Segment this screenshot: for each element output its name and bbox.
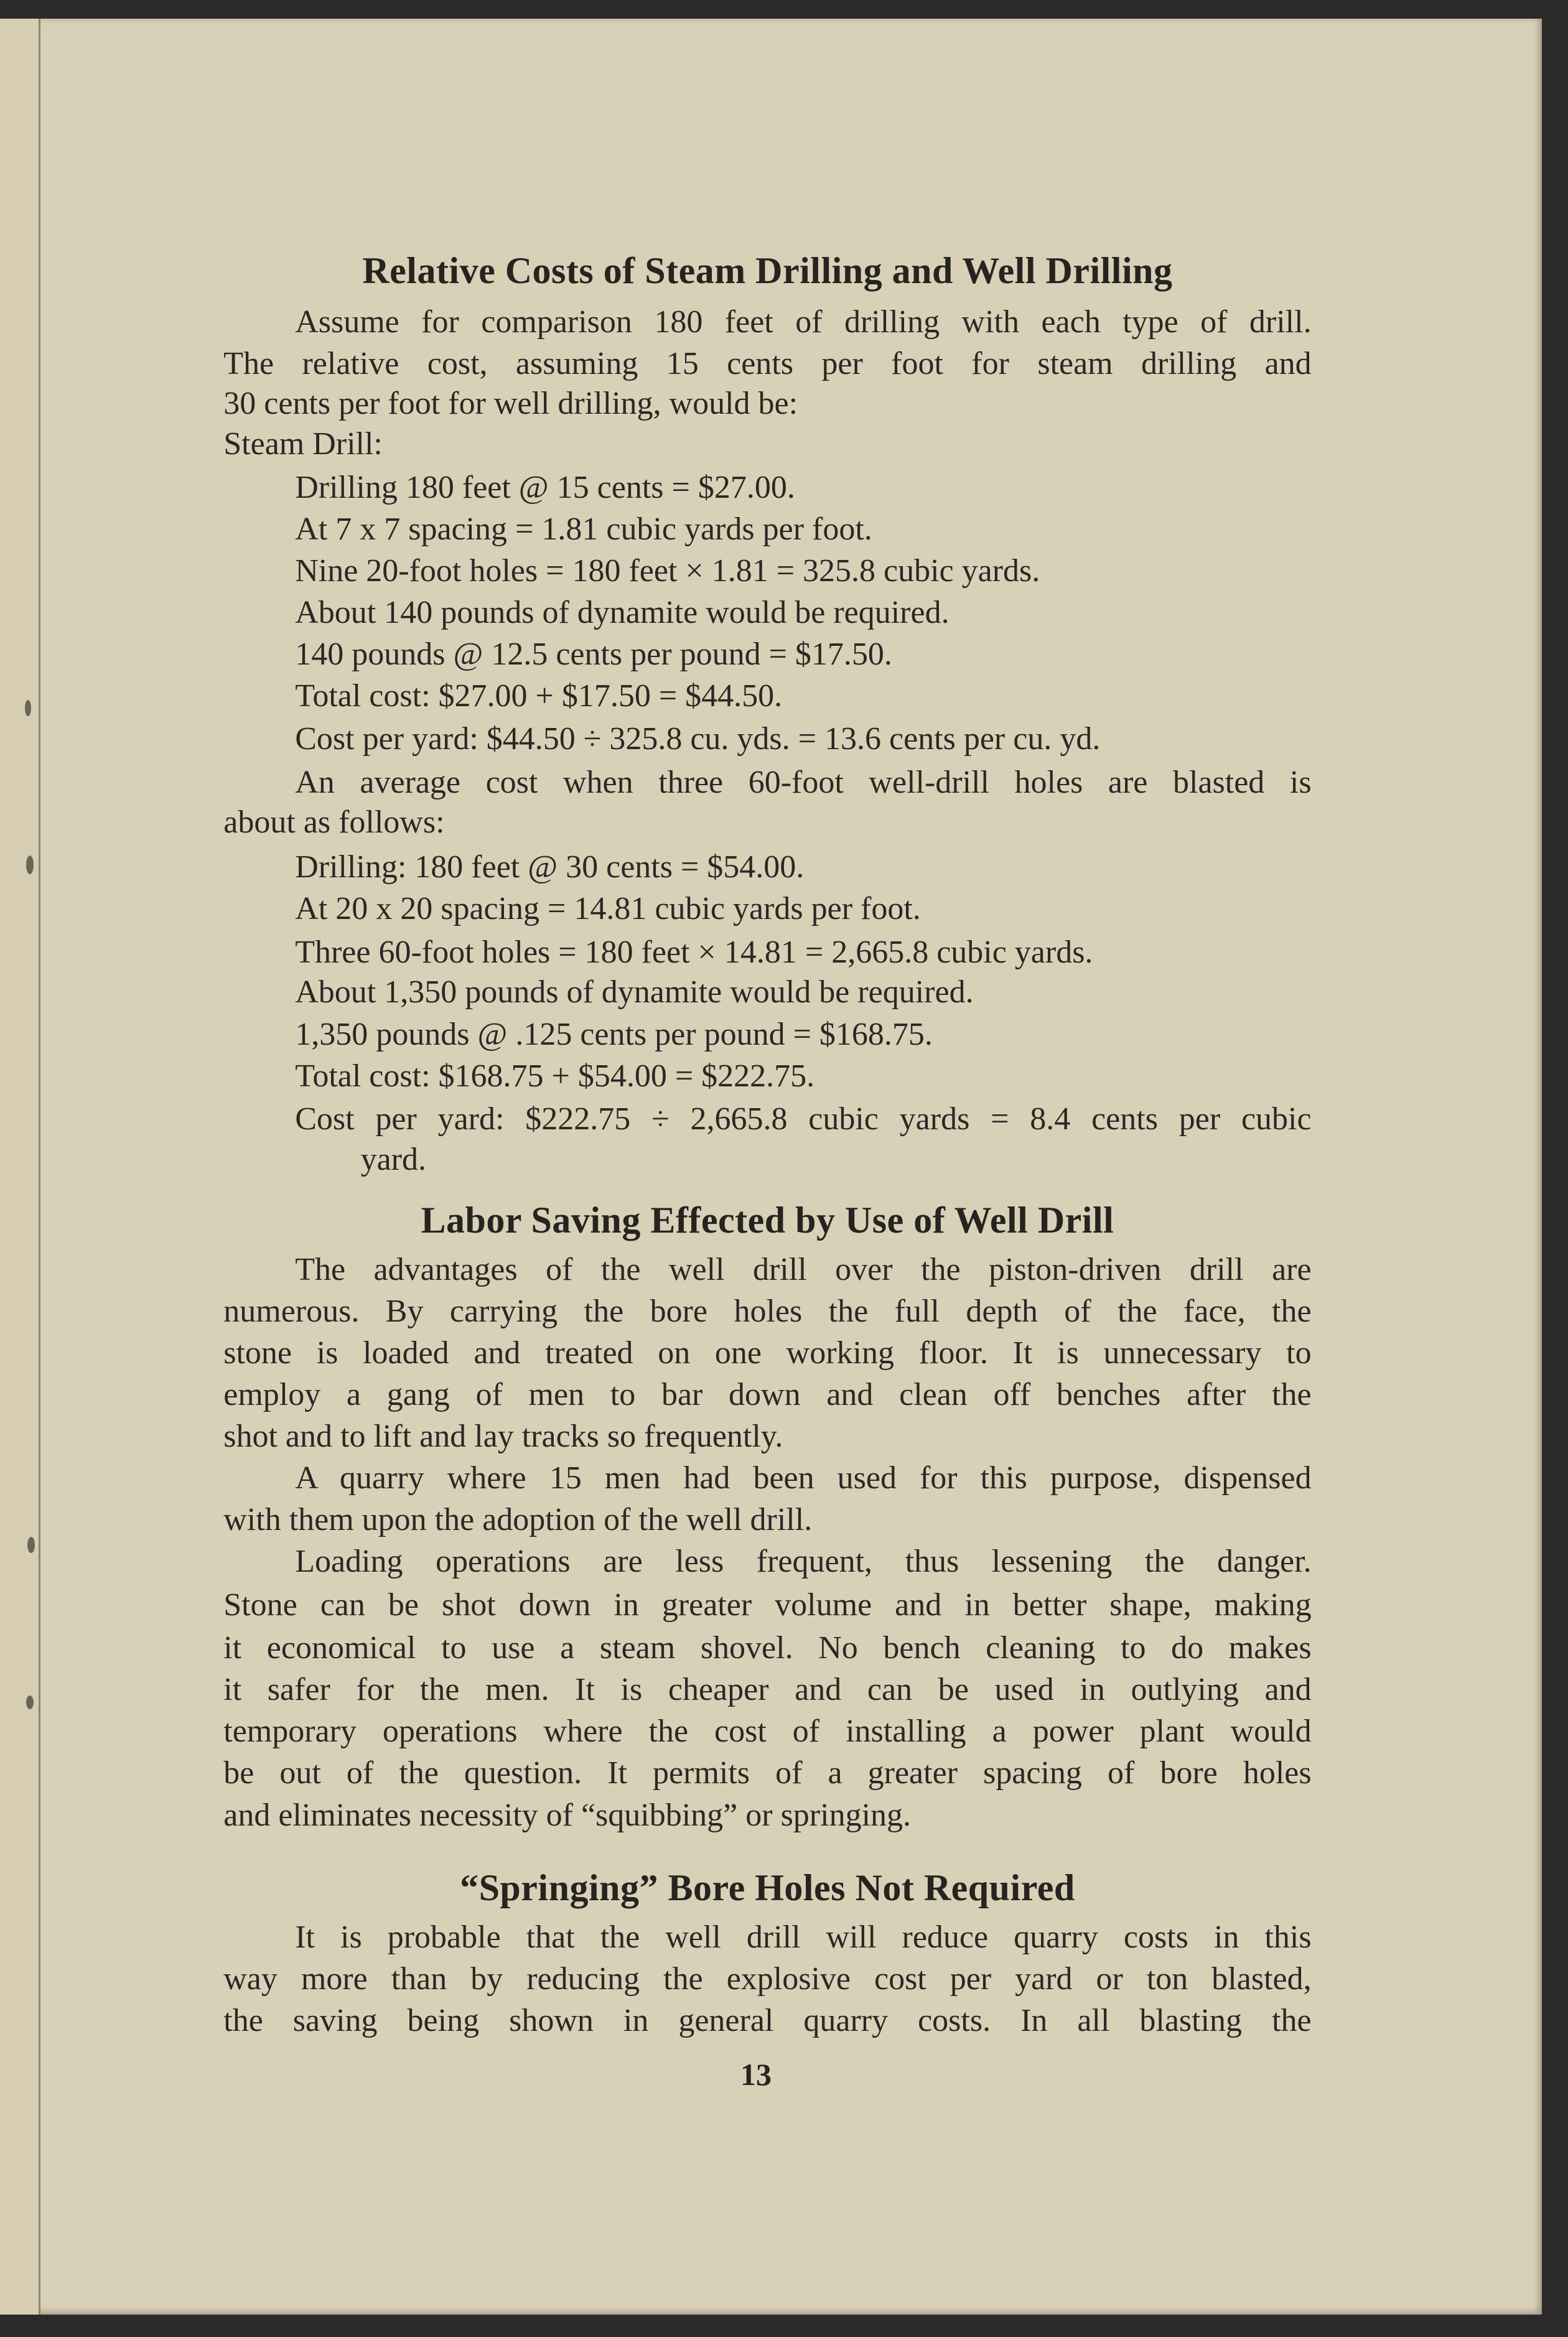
text-line: The relative cost, assuming 15 cents per foot for steam drilling and	[223, 345, 1312, 381]
text-line: temporary operations where the cost of installing a power plant would	[223, 1714, 1312, 1750]
text-line: way more than by reducing the explosive cost per yard or ton blasted,	[223, 1961, 1312, 1997]
text-line: the saving being shown in general quarry costs. In all blasting the	[223, 2003, 1312, 2038]
text-line: Total cost: $168.75 + $54.00 = $222.75.	[295, 1058, 815, 1094]
text-line: Stone can be shot down in greater volume and in better shape, making	[223, 1587, 1312, 1623]
text-line: 140 pounds @ 12.5 cents per pound = $17.50.	[295, 636, 892, 672]
text-line: It is probable that the well drill will reduce quarry costs in this	[295, 1919, 1312, 1955]
text-line: be out of the question. It permits of a greater spacing of bore holes	[223, 1755, 1312, 1791]
text-line: 1,350 pounds @ .125 cents per pound = $168.75.	[295, 1016, 933, 1052]
text-line: About 1,350 pounds of dynamite would be required.	[295, 974, 974, 1010]
binding-mark	[26, 1696, 34, 1709]
text-line: numerous. By carrying the bore holes the full depth of the face, the	[223, 1293, 1312, 1329]
text-line: employ a gang of men to bar down and clean off benches after the	[223, 1377, 1312, 1413]
text-line: Three 60-foot holes = 180 feet × 14.81 = 2,665.8 cubic yards.	[295, 934, 1093, 970]
text-line: yard.	[360, 1141, 426, 1177]
text-line: A quarry where 15 men had been used for this purpose, dispensed	[295, 1460, 1312, 1496]
section-heading: Relative Costs of Steam Drilling and Well Drilling	[362, 250, 1173, 292]
text-line: it economical to use a steam shovel. No bench cleaning to do makes	[223, 1630, 1312, 1666]
text-line: Steam Drill:	[223, 426, 383, 462]
text-line: Cost per yard: $44.50 ÷ 325.8 cu. yds. = 13.6 cents per cu. yd.	[295, 721, 1101, 757]
text-line: 30 cents per foot for well drilling, would be:	[223, 386, 798, 422]
page-number: 13	[740, 2057, 772, 2092]
binding-mark	[25, 700, 31, 716]
text-line: it safer for the men. It is cheaper and can be used in outlying and	[223, 1672, 1312, 1708]
text-line: Assume for comparison 180 feet of drilling with each type of drill.	[295, 304, 1312, 340]
text-line: and eliminates necessity of “squibbing” or springing.	[223, 1797, 912, 1833]
text-line: The advantages of the well drill over the piston-driven drill are	[295, 1251, 1312, 1287]
text-line: About 140 pounds of dynamite would be required.	[295, 594, 950, 630]
text-line: shot and to lift and lay tracks so frequently.	[223, 1419, 783, 1455]
text-line: At 20 x 20 spacing = 14.81 cubic yards per foot.	[295, 891, 921, 927]
section-heading: Labor Saving Effected by Use of Well Drill	[421, 1199, 1114, 1241]
binding-mark	[27, 1537, 35, 1553]
text-line: An average cost when three 60-foot well-drill holes are blasted is	[295, 764, 1312, 800]
text-line: with them upon the adoption of the well drill.	[223, 1502, 813, 1538]
binding-mark	[26, 856, 34, 874]
text-line: At 7 x 7 spacing = 1.81 cubic yards per foot.	[295, 511, 872, 547]
section-heading: “Springing” Bore Holes Not Required	[460, 1867, 1075, 1908]
text-line: Nine 20-foot holes = 180 feet × 1.81 = 325.8 cubic yards.	[295, 553, 1040, 589]
text-line: Loading operations are less frequent, thus lessening the danger.	[295, 1544, 1312, 1580]
text-line: stone is loaded and treated on one working floor. It is unnecessary to	[223, 1335, 1312, 1371]
text-line: Total cost: $27.00 + $17.50 = $44.50.	[295, 678, 783, 714]
facing-page-edge	[0, 19, 40, 2315]
text-line: Cost per yard: $222.75 ÷ 2,665.8 cubic yards = 8.4 cents per cubic	[295, 1101, 1312, 1137]
text-line: about as follows:	[223, 805, 445, 841]
text-line: Drilling: 180 feet @ 30 cents = $54.00.	[295, 849, 805, 885]
text-line: Drilling 180 feet @ 15 cents = $27.00.	[295, 469, 795, 505]
